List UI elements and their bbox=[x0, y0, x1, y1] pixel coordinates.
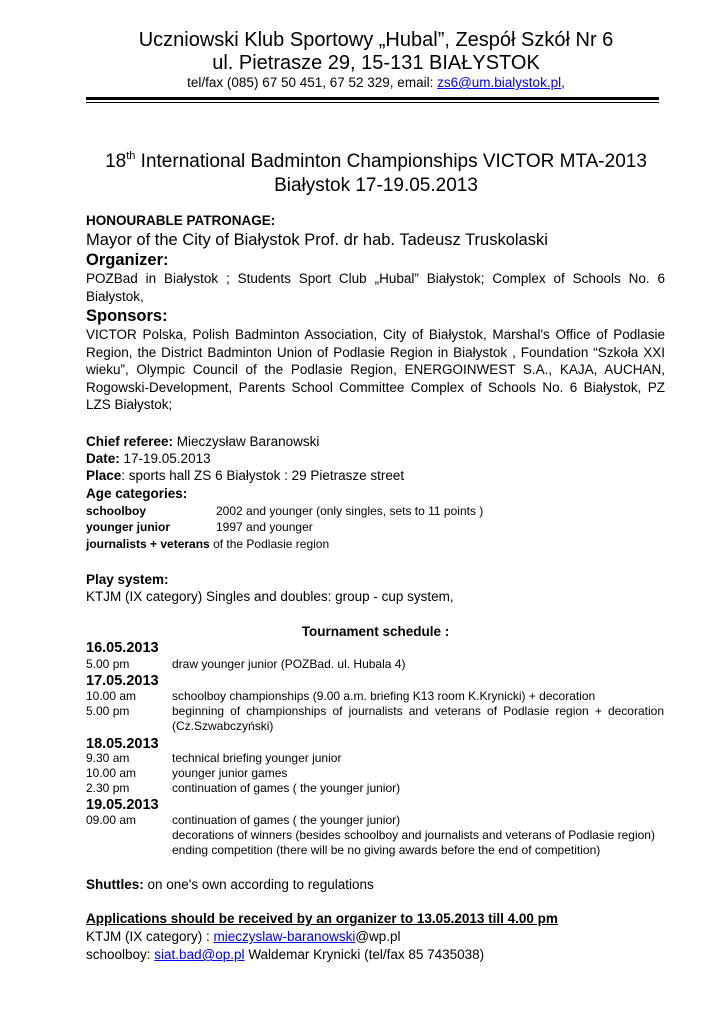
date-value: 17-19.05.2013 bbox=[119, 451, 211, 466]
contact-phones: tel/fax (085) 67 50 451, 67 52 329, email: bbox=[187, 75, 438, 90]
age-categories-label: Age categories: bbox=[86, 486, 188, 501]
ktjm-label: KTJM (IX category) : bbox=[86, 929, 214, 944]
event-place bbox=[86, 467, 404, 484]
place-label: Place bbox=[86, 468, 122, 483]
organizer-label: Organizer: bbox=[86, 251, 169, 269]
applications-heading: Applications should be received by an organizer to 13.05.2013 till 4.00 pm bbox=[86, 911, 558, 926]
application-schoolboy bbox=[86, 946, 484, 963]
shuttles-text: on one's own according to regulations bbox=[143, 877, 374, 892]
category-name: schoolboy bbox=[86, 504, 147, 518]
tournament-place-dates: Białystok 17-19.05.2013 bbox=[274, 175, 478, 196]
shuttles bbox=[86, 876, 374, 893]
schedule-day-date: 19.05.2013 bbox=[86, 797, 159, 813]
play-system-label: Play system: bbox=[86, 572, 169, 587]
schedule-day-date: 18.05.2013 bbox=[86, 736, 159, 752]
schedule-title: Tournament schedule : bbox=[301, 624, 450, 639]
journalists-desc: of the Podlasie region bbox=[209, 537, 330, 551]
organizer-text: POZBad in Białystok ; Students Sport Club „Hubal” Białystok; Complex of Schools No. 6 Białystok, bbox=[86, 271, 665, 304]
schedule-activity: younger junior games bbox=[172, 766, 288, 780]
chief-referee bbox=[86, 433, 319, 450]
header-divider-thick bbox=[86, 97, 659, 100]
schedule-time: 10.00 am bbox=[86, 766, 137, 780]
schedule-time: 5.00 pm bbox=[86, 657, 130, 671]
title-ordinal-suffix: th bbox=[126, 150, 136, 162]
club-address: ul. Pietrasze 29, 15-131 BIAŁYSTOK bbox=[212, 52, 540, 74]
schedule-time: 9.30 am bbox=[86, 751, 130, 765]
play-system-text: KTJM (IX category) Singles and doubles: group - cup system, bbox=[86, 589, 454, 604]
schedule-day-date: 17.05.2013 bbox=[86, 673, 159, 689]
patronage-text: Mayor of the City of Białystok Prof. dr hab. Tadeusz Truskolaski bbox=[86, 231, 548, 249]
schedule-activity: continuation of games ( the younger junior) bbox=[172, 781, 401, 795]
schedule-time: 09.00 am bbox=[86, 813, 137, 827]
shuttles-label: Shuttles: bbox=[86, 877, 144, 892]
schedule-activity: ending competition (there will be no giving awards before the end of competition) bbox=[172, 843, 601, 857]
chief-referee-label: Chief referee: bbox=[86, 434, 174, 449]
event-date bbox=[86, 450, 211, 467]
tournament-title bbox=[86, 150, 666, 174]
schedule-activity: decorations of winners (besides schoolboy and journalists and veterans of Podlasie region) bbox=[172, 828, 655, 842]
journalists-label: journalists + veterans bbox=[86, 537, 210, 551]
schedule-time: 5.00 pm bbox=[86, 704, 130, 718]
category-name: younger junior bbox=[86, 520, 170, 534]
category-desc: 1997 and younger bbox=[216, 520, 313, 534]
date-label: Date: bbox=[86, 451, 120, 466]
schoolboy-label: schoolboy: bbox=[86, 947, 155, 962]
schedule-activity: schoolboy championships (9.00 a.m. briefing K13 room K.Krynicki) + decoration bbox=[172, 689, 596, 703]
chief-referee-value: Mieczysław Baranowski bbox=[173, 434, 320, 449]
contact-suffix: , bbox=[561, 75, 565, 90]
schedule-day-date: 16.05.2013 bbox=[86, 640, 159, 656]
sponsors-text: VICTOR Polska, Polish Badminton Association, City of Białystok, Marshal's Office of Podlasie Region, the District Badminton Union of Podlasie Region in Białystok , Foundation “Szkoła XXI wieku”, Olympic Council of the Podlasie Region, ENERGOINWEST S.A., KAJA, AUCHAN, Rogowski-Development, Parents School Committee Complex of Schools No. 6 Białystok, PZ LZS Białystok; bbox=[86, 327, 665, 412]
application-ktjm bbox=[86, 928, 401, 945]
schedule-activity: technical briefing younger junior bbox=[172, 751, 342, 765]
place-value: : sports hall ZS 6 Białystok : 29 Pietrasze street bbox=[121, 468, 405, 483]
schedule-activity: beginning of championships of journalists and veterans of Podlasie region + decoration (Cz.Szwabczyński) bbox=[172, 704, 664, 733]
club-name: Uczniowski Klub Sportowy „Hubal”, Zespół Szkół Nr 6 bbox=[138, 29, 614, 51]
schoolboy-contact: Waldemar Krynicki (tel/fax 85 7435038) bbox=[244, 947, 485, 962]
schedule-activity: continuation of games ( the younger junior) bbox=[172, 813, 401, 827]
schedule-time: 10.00 am bbox=[86, 689, 137, 703]
email-link[interactable]: zs6@um.bialystok.pl bbox=[437, 75, 562, 90]
schedule-time: 2.30 pm bbox=[86, 781, 130, 795]
ktjm-email-domain: @wp.pl bbox=[355, 929, 401, 944]
title-ordinal: 18 bbox=[105, 151, 127, 172]
patronage-label: HONOURABLE PATRONAGE: bbox=[86, 213, 276, 228]
schedule-activity: draw younger junior (POZBad. ul. Hubala 4) bbox=[172, 657, 406, 671]
ktjm-email-link[interactable]: mieczyslaw-baranowski bbox=[213, 929, 356, 944]
title-main: International Badminton Championships VICTOR MTA-2013 bbox=[135, 151, 647, 172]
schoolboy-email-link[interactable]: siat.bad@op.pl bbox=[154, 947, 245, 962]
journalists-category bbox=[86, 537, 329, 552]
club-contact bbox=[86, 75, 666, 91]
header-divider-thin bbox=[86, 102, 659, 103]
category-desc: 2002 and younger (only singles, sets to 11 points ) bbox=[216, 504, 484, 518]
sponsors-label: Sponsors: bbox=[86, 307, 168, 325]
